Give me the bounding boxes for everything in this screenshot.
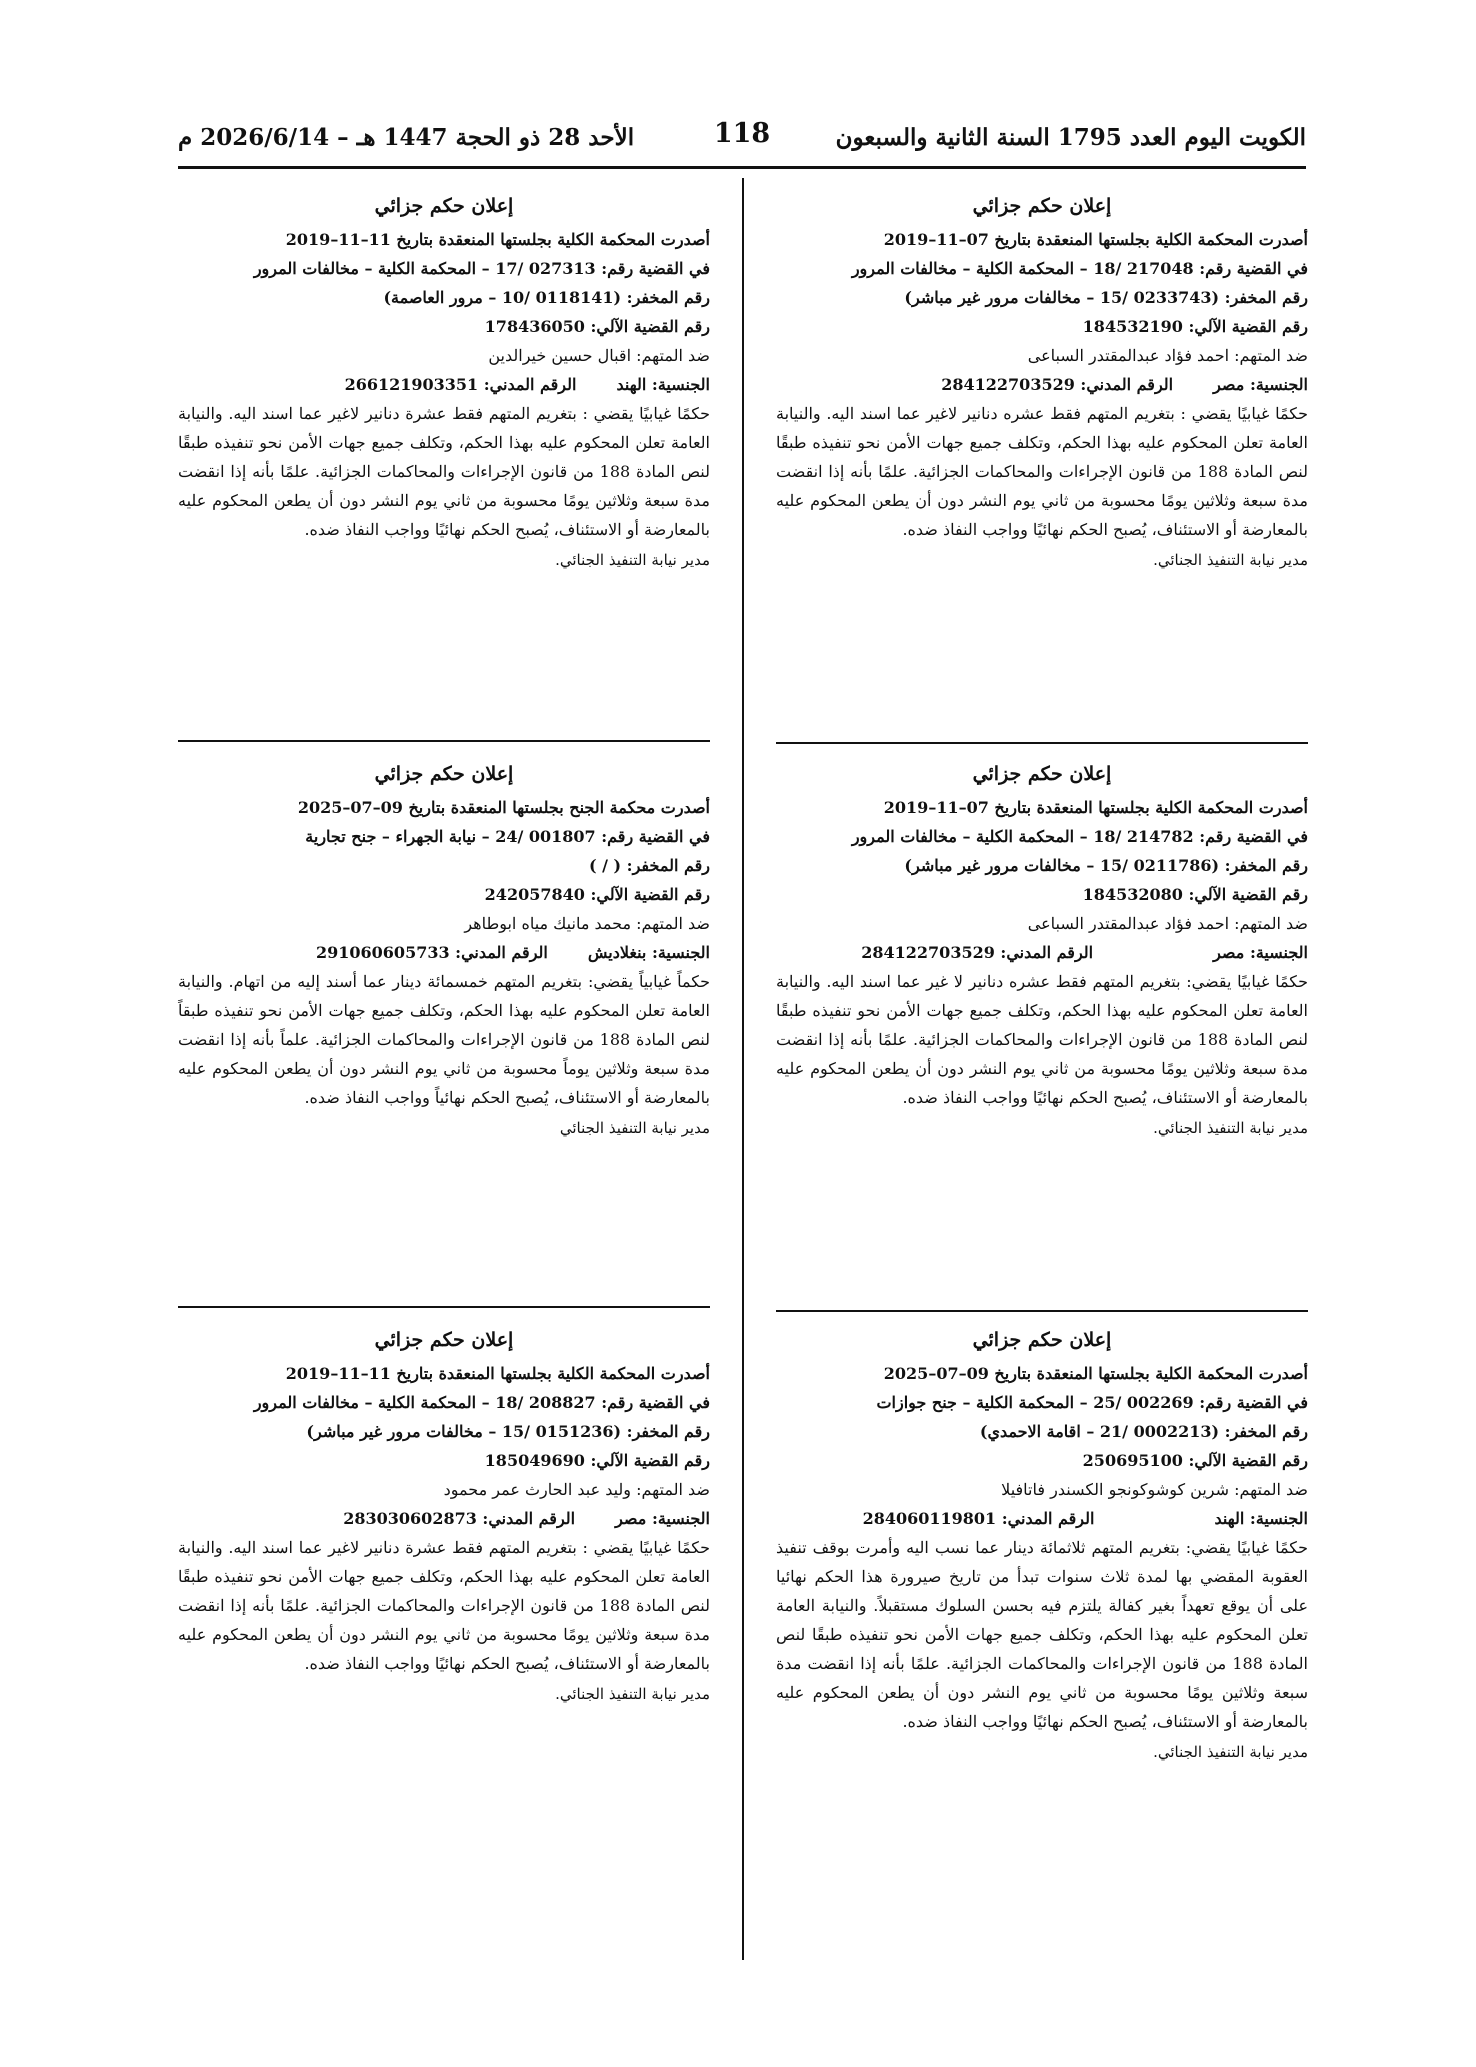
nationality: الجنسية: بنغلاديش: [587, 943, 710, 962]
police-station-line: رقم المخفر: (0002213 /21 – اقامة الاحمدي): [979, 1422, 1308, 1441]
notice-title: إعلان حكم جزائي: [972, 1329, 1112, 1351]
court-session-line: أصدرت المحكمة الكلية بجلستها المنعقدة بتاريخ 11–11–2019: [285, 230, 710, 249]
auto-case-number: رقم القضية الآلي: 184532190: [1082, 317, 1308, 336]
notice-5: [776, 1326, 1308, 1767]
auto-case-number: رقم القضية الآلي: 242057840: [484, 885, 710, 904]
judgment-text: حكماً غيابياً يقضي: بتغريم المتهم خمسمائة دينار عما أسند إليه من اتهام. والنيابة العامة تعلن المحكوم عليه بهذا الحكم، وتكلف جميع جهات الأمن نحو تنفيذه طبقاً لنص المادة 188 من قانون الإجراءات والمحاكمات الجزائية. علماً بأنه إذا انقضت مدة سبعة وثلاثين يوماً محسوبة من ثاني يوم النشر دون أن يطعن المحكوم عليه بالمعارضة أو الاستئناف، يُصبح الحكم نهائياً وواجب النفاذ ضده.: [178, 972, 711, 1107]
court-session-line: أصدرت المحكمة الكلية بجلستها المنعقدة بتاريخ 09–07–2025: [883, 1364, 1308, 1383]
header-issue: الكويت اليوم العدد 1795 السنة الثانية والسبعون: [835, 124, 1306, 151]
page-number: 118: [713, 118, 771, 149]
signature: مدير نيابة التنفيذ الجنائي.: [1153, 1743, 1308, 1761]
judgment-text: حكمًا غيابيًا يقضي: بتغريم المتهم ثلاثمائة دينار عما نسب اليه وأمرت بوقف تنفيذ العقوبة المقضي بها لمدة ثلاث سنوات تبدأ من تاريخ صيرورة هذا الحكم نهائيا على أن يوقع تعهداً بغير كفالة يلتزم فيه بحسن السلوك مستقبلاً. والنيابة العامة تعلن المحكوم عليه بهذا الحكم، وتكلف جميع جهات الأمن نحو تنفيذه طبقًا لنص المادة 188 من قانون الإجراءات والمحاكمات الجزائية. علمًا بأنه إذا انقضت مدة سبعة وثلاثين يومًا محسوبة من ثاني يوم النشر دون أن يطعن المحكوم عليه بالمعارضة أو الاستئناف، يُصبح الحكم نهائيًا وواجب النفاذ ضده.: [776, 1538, 1308, 1731]
notice-3: [776, 760, 1308, 1143]
auto-case-number: رقم القضية الآلي: 185049690: [484, 1451, 710, 1470]
signature: مدير نيابة التنفيذ الجنائي.: [1153, 1119, 1308, 1137]
judgment-text: حكمًا غيابيًا يقضي : بتغريم المتهم فقط عشرة دنانير لاغير عما اسند اليه. والنيابة العامة تعلن المحكوم عليه بهذا الحكم، وتكلف جميع جهات الأمن نحو تنفيذه طبقًا لنص المادة 188 من قانون الإجراءات والمحاكمات الجزائية. علمًا بأنه إذا انقضت مدة سبعة وثلاثين يومًا محسوبة من ثاني يوم النشر دون أن يطعن المحكوم عليه بالمعارضة أو الاستئناف، يُصبح الحكم نهائيًا وواجب النفاذ ضده.: [178, 1538, 711, 1673]
police-station-line: رقم المخفر: (0151236 /15 – مخالفات مرور غير مباشر): [306, 1422, 710, 1441]
police-station-line: رقم المخفر: (0118141 /10 – مرور العاصمة): [383, 288, 710, 307]
police-station-line: رقم المخفر: ( / ): [588, 856, 710, 875]
notice-title: إعلان حكم جزائي: [374, 763, 514, 785]
notice-6: [178, 1326, 710, 1709]
defendant-line: ضد المتهم: شرين كوشوكونجو الكسندر فاتافيلا: [1001, 1480, 1308, 1499]
notice-2: [178, 192, 710, 575]
case-number-line: في القضية رقم: 001807 /24 – نيابة الجهراء – جنح تجارية: [305, 827, 710, 846]
police-station-line: رقم المخفر: (0233743 /15 – مخالفات مرور غير مباشر): [904, 288, 1308, 307]
judgment-text: حكمًا غيابيًا يقضي : بتغريم المتهم فقط عشره دنانير لاغير عما اسند اليه. والنيابة العامة تعلن المحكوم عليه بهذا الحكم، وتكلف جميع جهات الأمن نحو تنفيذه طبقًا لنص المادة 188 من قانون الإجراءات والمحاكمات الجزائية. علمًا بأنه إذا انقضت مدة سبعة وثلاثين يومًا محسوبة من ثاني يوم النشر دون أن يطعن المحكوم عليه بالمعارضة أو الاستئناف، يُصبح الحكم نهائيًا وواجب النفاذ ضده.: [776, 404, 1309, 539]
defendant-line: ضد المتهم: وليد عبد الحارث عمر محمود: [443, 1480, 710, 1499]
judgment-text: حكمًا غيابيًا يقضي: بتغريم المتهم فقط عشره دنانير لا غير عما اسند اليه. والنيابة العامة تعلن المحكوم عليه بهذا الحكم، وتكلف جميع جهات الأمن نحو تنفيذه طبقًا لنص المادة 188 من قانون الإجراءات والمحاكمات الجزائية. علمًا بأنه إذا انقضت مدة سبعة وثلاثين يومًا محسوبة من ثاني يوم النشر دون أن يطعن المحكوم عليه بالمعارضة أو الاستئناف، يُصبح الحكم نهائيًا وواجب النفاذ ضده.: [776, 972, 1309, 1107]
case-number-line: في القضية رقم: 002269 /25 – المحكمة الكلية – جنح جوازات: [876, 1393, 1308, 1412]
judgment-text: حكمًا غيابيًا يقضي : بتغريم المتهم فقط عشرة دنانير لاغير عما اسند اليه. والنيابة العامة تعلن المحكوم عليه بهذا الحكم، وتكلف جميع جهات الأمن نحو تنفيذه طبقًا لنص المادة 188 من قانون الإجراءات والمحاكمات الجزائية. علمًا بأنه إذا انقضت مدة سبعة وثلاثين يومًا محسوبة من ثاني يوم النشر دون أن يطعن المحكوم عليه بالمعارضة أو الاستئناف، يُصبح الحكم نهائيًا وواجب النفاذ ضده.: [178, 404, 711, 539]
court-session-line: أصدرت المحكمة الكلية بجلستها المنعقدة بتاريخ 07–11–2019: [883, 798, 1308, 817]
court-session-line: أصدرت محكمة الجنح بجلستها المنعقدة بتاريخ 09–07–2025: [297, 798, 710, 817]
header-rule: [178, 166, 1306, 169]
notice-title: إعلان حكم جزائي: [972, 763, 1112, 785]
case-number-line: في القضية رقم: 217048 /18 – المحكمة الكلية – مخالفات المرور: [851, 259, 1308, 278]
notice-title: إعلان حكم جزائي: [374, 1329, 514, 1351]
signature: مدير نيابة التنفيذ الجنائي: [559, 1119, 710, 1137]
auto-case-number: رقم القضية الآلي: 178436050: [484, 317, 710, 336]
defendant-line: ضد المتهم: احمد فؤاد عبدالمقتدر السباعى: [1027, 914, 1308, 933]
auto-case-number: رقم القضية الآلي: 184532080: [1082, 885, 1308, 904]
nationality: الجنسية: الهند: [1214, 1509, 1308, 1528]
notice-separator: [776, 742, 1308, 744]
signature: مدير نيابة التنفيذ الجنائي.: [555, 1685, 710, 1703]
civil-id: الرقم المدني: 266121903351: [344, 375, 577, 394]
nationality: الجنسية: مصر: [1213, 943, 1308, 962]
case-number-line: في القضية رقم: 214782 /18 – المحكمة الكلية – مخالفات المرور: [851, 827, 1308, 846]
page-header: [178, 118, 1306, 162]
notice-4: [178, 760, 710, 1143]
court-session-line: أصدرت المحكمة الكلية بجلستها المنعقدة بتاريخ 07–11–2019: [883, 230, 1308, 249]
auto-case-number: رقم القضية الآلي: 250695100: [1082, 1451, 1308, 1470]
civil-id: الرقم المدني: 284122703529: [941, 375, 1174, 394]
header-date: الأحد 28 ذو الحجة 1447 هـ – 2026/6/14 م: [178, 124, 635, 151]
notice-separator: [776, 1310, 1308, 1312]
nationality: الجنسية: مصر: [615, 1509, 710, 1528]
defendant-line: ضد المتهم: اقبال حسين خيرالدين: [488, 346, 710, 365]
case-number-line: في القضية رقم: 208827 /18 – المحكمة الكلية – مخالفات المرور: [253, 1393, 710, 1412]
column-divider: [742, 178, 744, 1960]
notice-title: إعلان حكم جزائي: [374, 195, 514, 217]
signature: مدير نيابة التنفيذ الجنائي.: [555, 551, 710, 569]
notice-separator: [178, 1306, 710, 1308]
nationality: الجنسية: مصر: [1213, 375, 1308, 394]
case-number-line: في القضية رقم: 027313 /17 – المحكمة الكلية – مخالفات المرور: [253, 259, 710, 278]
civil-id: الرقم المدني: 284122703529: [861, 943, 1094, 962]
civil-id: الرقم المدني: 283030602873: [343, 1509, 576, 1528]
court-session-line: أصدرت المحكمة الكلية بجلستها المنعقدة بتاريخ 11–11–2019: [285, 1364, 710, 1383]
notice-1: [776, 192, 1308, 575]
police-station-line: رقم المخفر: (0211786 /15 – مخالفات مرور غير مباشر): [904, 856, 1308, 875]
civil-id: الرقم المدني: 291060605733: [316, 943, 548, 962]
defendant-line: ضد المتهم: محمد مانيك مياه ابوطاهر: [464, 914, 710, 933]
nationality: الجنسية: الهند: [616, 375, 710, 394]
notice-title: إعلان حكم جزائي: [972, 195, 1112, 217]
signature: مدير نيابة التنفيذ الجنائي.: [1153, 551, 1308, 569]
defendant-line: ضد المتهم: احمد فؤاد عبدالمقتدر السباعى: [1027, 346, 1308, 365]
civil-id: الرقم المدني: 284060119801: [862, 1509, 1095, 1528]
notice-separator: [178, 740, 710, 742]
